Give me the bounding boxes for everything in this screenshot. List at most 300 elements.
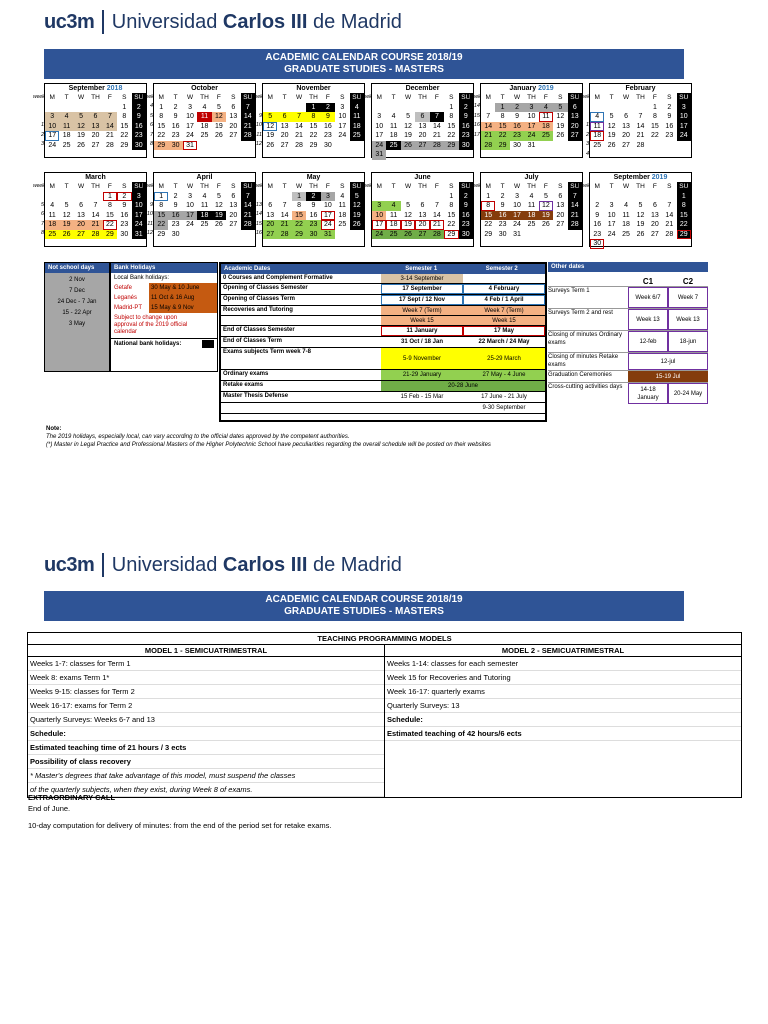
calendar-day: 25 bbox=[338, 221, 347, 229]
calendar-day: 7 bbox=[282, 202, 287, 210]
calendar-day: 10 bbox=[527, 113, 536, 121]
calendar-day: 22 bbox=[484, 221, 493, 229]
calendar-day: 23 bbox=[306, 220, 320, 230]
month-title bbox=[45, 84, 146, 93]
month-name: October bbox=[191, 85, 218, 92]
calendar-day: 31 bbox=[321, 230, 335, 240]
calendar-day: 3 bbox=[377, 113, 382, 121]
calendar-day: 20 bbox=[568, 122, 582, 132]
calendar-day: 27 bbox=[622, 141, 630, 149]
calendar-day: 12 bbox=[62, 211, 71, 219]
calendar-day: 14 bbox=[568, 201, 582, 211]
calendar-day: 10 bbox=[607, 211, 616, 219]
calendar-day: 19 bbox=[266, 132, 275, 140]
weekday-header: S bbox=[231, 94, 236, 102]
week-label: week bbox=[142, 183, 154, 189]
calendar-day: 17 bbox=[338, 122, 347, 130]
calendar-day: 18 bbox=[197, 211, 211, 221]
calendar-day: 1 bbox=[449, 103, 454, 111]
calendar-day: 13 bbox=[229, 113, 238, 121]
calendar-day bbox=[604, 239, 618, 249]
academic-row bbox=[221, 284, 545, 295]
calendar-day: 15 bbox=[157, 122, 166, 130]
calendar-day: 9 bbox=[173, 202, 178, 210]
calendar-day: 12 bbox=[350, 201, 364, 211]
calendar-day: 28 bbox=[665, 230, 674, 238]
calendar-day: 23 bbox=[132, 131, 146, 141]
month-title bbox=[154, 84, 255, 93]
calendar-day: 4 bbox=[539, 103, 553, 113]
calendar-day: 22 bbox=[447, 132, 456, 140]
academic-label: Opening of Classes Term bbox=[223, 296, 295, 302]
weekday-header: TH bbox=[200, 94, 209, 102]
calendar-day: 24 bbox=[48, 141, 57, 149]
calendar-day: 19 bbox=[636, 221, 645, 229]
calendar-day bbox=[263, 103, 277, 113]
calendar-day: 29 bbox=[495, 141, 509, 151]
academic-row bbox=[221, 403, 545, 414]
calendar-day: 30 bbox=[513, 141, 521, 149]
calendar-day: 27 bbox=[415, 230, 429, 240]
local-holidays-label: Local Bank holidays: bbox=[114, 275, 170, 281]
semester2-value: Week 15 bbox=[463, 316, 545, 325]
calendar-day: 9 bbox=[122, 202, 127, 210]
calendar-day bbox=[604, 192, 618, 202]
calendar-day bbox=[386, 192, 400, 202]
calendar-day: 2 bbox=[117, 192, 131, 202]
calendar-day: 2 bbox=[459, 103, 473, 113]
calendar-day: 14 bbox=[91, 211, 100, 219]
calendar-day bbox=[401, 103, 415, 113]
calendar-day: 5 bbox=[216, 192, 221, 200]
calendar-day: 5 bbox=[609, 113, 614, 121]
semester1-value: 20-28 June bbox=[381, 381, 545, 391]
calendar-day: 28 bbox=[241, 220, 255, 230]
calendar-day: 18 bbox=[590, 131, 604, 141]
week-numbers bbox=[361, 191, 371, 248]
weekday-header: S bbox=[340, 94, 345, 102]
calendar-day: 25 bbox=[62, 141, 71, 149]
calendar-day: 10 bbox=[375, 122, 384, 130]
weekday-header: F bbox=[434, 183, 439, 191]
other-row bbox=[548, 370, 708, 382]
other-row bbox=[548, 382, 708, 404]
semester2-value: 22 March / 24 May bbox=[478, 339, 530, 345]
other-row bbox=[548, 286, 708, 308]
calendar-day bbox=[662, 141, 676, 151]
calendar-day: 2 bbox=[459, 192, 473, 202]
weekday-header: T bbox=[64, 94, 69, 102]
semester1-value: Week 7 (Term) bbox=[381, 306, 463, 315]
calendar-day: 17 bbox=[186, 122, 194, 130]
academic-label: Exams subjects Term week 7-8 bbox=[223, 349, 311, 355]
calendar-day: 8 bbox=[449, 113, 454, 121]
calendar-day: 7 bbox=[434, 202, 439, 210]
calendar-day: 4 bbox=[202, 192, 207, 200]
academic-row bbox=[221, 295, 545, 306]
calendar-day: 4 bbox=[386, 201, 400, 211]
logo-name: Universidad Carlos III de Madrid bbox=[111, 10, 402, 33]
calendar-day: 4 bbox=[50, 202, 55, 210]
weekday-header: TH bbox=[91, 94, 100, 102]
month-calendar-3 bbox=[360, 83, 474, 159]
calendar-day: 13 bbox=[651, 211, 659, 219]
model-line: Week 16-17: quarterly exams bbox=[385, 685, 741, 699]
month-calendar-9 bbox=[360, 172, 474, 247]
model1-title: MODEL 1 - SEMICUATRIMESTRAL bbox=[28, 645, 384, 657]
calendar-day: 6 bbox=[652, 202, 657, 210]
calendar-day: 1 bbox=[677, 192, 691, 202]
semester1-value bbox=[381, 403, 463, 413]
calendar-day: 26 bbox=[556, 132, 565, 140]
calendar-day bbox=[430, 192, 444, 202]
calendar-day: 10 bbox=[186, 202, 194, 210]
calendar-day: 14 bbox=[295, 122, 303, 130]
calendar-day: 24 bbox=[524, 131, 538, 141]
extra-line: 10-day computation for delivery of minutes: from the end of the period set for retake exams. bbox=[28, 821, 332, 830]
calendar-day: 5 bbox=[263, 112, 277, 122]
calendar-day: 6 bbox=[231, 192, 236, 200]
calendar-day: 19 bbox=[607, 132, 616, 140]
calendar-day bbox=[59, 192, 73, 202]
calendar-day bbox=[45, 192, 59, 202]
calendar-day bbox=[401, 192, 415, 202]
university-logo-2 bbox=[44, 551, 402, 579]
weekday-header: T bbox=[609, 94, 614, 102]
semester1-value: 11 January bbox=[381, 326, 463, 336]
calendar-day: 15 bbox=[309, 122, 318, 130]
calendar-day: 26 bbox=[215, 132, 223, 140]
month-name: November bbox=[296, 85, 331, 92]
week-numbers: 9 10 11 12 bbox=[146, 201, 153, 236]
calendar-day: 17 bbox=[375, 132, 384, 140]
calendar-day: 23 bbox=[459, 131, 473, 141]
weekday-header: F bbox=[543, 94, 548, 102]
week-numbers: 14 15 16 17 bbox=[473, 103, 480, 138]
calendar-day: 7 bbox=[93, 202, 98, 210]
calendar-day: 5 bbox=[638, 202, 643, 210]
calendar-day bbox=[277, 192, 291, 202]
calendar-day: 28 bbox=[430, 230, 444, 240]
calendar-day: 8 bbox=[159, 113, 164, 121]
other-label: Cross-cutting activities days bbox=[548, 384, 623, 390]
weekday-header: S bbox=[449, 94, 454, 102]
month-calendar-10 bbox=[469, 172, 583, 247]
calendar-day: 20 bbox=[651, 221, 659, 229]
weekday-header: M bbox=[485, 94, 491, 102]
calendar-day: 8 bbox=[297, 202, 301, 210]
calendar-day: 28 bbox=[88, 230, 102, 240]
calendar-day: 18 bbox=[386, 220, 400, 230]
calendar-day: 4 bbox=[59, 112, 73, 122]
calendar-day: 18 bbox=[338, 211, 347, 219]
weekday-header: TH bbox=[309, 183, 318, 191]
calendar-day: 20 bbox=[263, 220, 277, 230]
calendar-day bbox=[88, 103, 102, 113]
calendar-day bbox=[677, 141, 691, 151]
teaching-models-table bbox=[27, 632, 742, 798]
weekday-header: W bbox=[622, 183, 630, 191]
academic-label: Master Thesis Defense bbox=[223, 393, 289, 399]
model-line: Week 16-17: exams for Term 2 bbox=[28, 699, 384, 713]
calendar-day: 11 bbox=[389, 122, 398, 130]
week-numbers: 13 14 15 16 bbox=[255, 201, 262, 236]
weekday-header: SU bbox=[459, 182, 473, 192]
calendar-day: 15 bbox=[120, 122, 129, 130]
calendar-day: 9 bbox=[321, 112, 335, 122]
c1-header: C1 bbox=[642, 277, 654, 286]
calendar-day: 28 bbox=[241, 131, 255, 141]
calendar-day bbox=[481, 103, 495, 113]
calendar-day bbox=[197, 230, 211, 240]
weekday-header: T bbox=[173, 183, 178, 191]
calendar-day: 14 bbox=[636, 122, 645, 130]
academic-label: End of Classes Term bbox=[223, 338, 282, 344]
calendar-day: 4 bbox=[350, 103, 364, 113]
other-row bbox=[548, 330, 708, 352]
calendar-day: 31 bbox=[372, 150, 386, 160]
weekday-header: M bbox=[267, 183, 273, 191]
week-label: week bbox=[33, 183, 45, 189]
calendar-day: 16 bbox=[593, 221, 602, 229]
semester1-header: Semester 1 bbox=[405, 266, 438, 272]
calendar-day: 4 bbox=[529, 192, 534, 200]
calendar-day bbox=[277, 103, 291, 113]
calendar-day bbox=[372, 103, 386, 113]
academic-label: End of Classes Semester bbox=[223, 327, 295, 333]
calendar-day: 25 bbox=[527, 221, 536, 229]
month-calendar-7 bbox=[142, 172, 256, 247]
model-line: Quarterly Surveys: Weeks 6-7 and 13 bbox=[28, 713, 384, 727]
calendar-day: 16 bbox=[309, 211, 318, 219]
weekday-header: M bbox=[267, 94, 273, 102]
holiday-place: Madrid-PT bbox=[114, 305, 143, 311]
calendar-day: 16 bbox=[120, 211, 129, 219]
other-label: Surveys Term 2 and rest bbox=[548, 310, 613, 316]
c1-value: Week 6/7 bbox=[628, 287, 668, 308]
calendar-day: 9 bbox=[132, 112, 146, 122]
calendar-day: 20 bbox=[556, 211, 565, 219]
calendar-day: 23 bbox=[120, 221, 129, 229]
calendar-day: 7 bbox=[638, 113, 643, 121]
calendar-day: 8 bbox=[306, 112, 320, 122]
semester1-value: 17 Sept / 12 Nov bbox=[381, 295, 463, 305]
calendar-day: 10 bbox=[513, 202, 521, 210]
semester2-value: 17 June - 21 July bbox=[481, 394, 527, 400]
calendar-day: 30 bbox=[498, 230, 507, 238]
calendar-day: 2 bbox=[667, 103, 672, 111]
calendar-day: 24 bbox=[321, 220, 335, 230]
weekday-header: W bbox=[513, 183, 521, 191]
calendar-day: 18 bbox=[622, 221, 630, 229]
semester1-value: 15 Feb - 15 Mar bbox=[400, 394, 444, 400]
weekday-header: TH bbox=[200, 183, 209, 191]
academic-row bbox=[221, 316, 545, 326]
calendar-day: 27 bbox=[415, 141, 429, 151]
calendar-day bbox=[553, 230, 567, 240]
university-logo bbox=[44, 8, 402, 36]
weekday-header: W bbox=[186, 94, 194, 102]
month-year: 2018 bbox=[106, 85, 123, 92]
model2-title: MODEL 2 - SEMICUATRIMESTRAL bbox=[385, 645, 741, 657]
month-year: 2019 bbox=[651, 174, 668, 181]
calendar-day: 24 bbox=[607, 230, 616, 238]
weekday-header: F bbox=[325, 94, 330, 102]
calendar-day: 13 bbox=[418, 122, 427, 130]
calendar-day: 27 bbox=[568, 131, 582, 141]
month-name: June bbox=[414, 174, 431, 181]
month-name: September bbox=[613, 174, 652, 181]
calendar-day: 15 bbox=[651, 122, 659, 130]
weekday-header: M bbox=[485, 183, 491, 191]
academic-label: Recoveries and Tutoring bbox=[223, 307, 293, 313]
calendar-day: 29 bbox=[103, 230, 117, 240]
calendar-day: 1 bbox=[495, 103, 509, 113]
weekday-header: M bbox=[594, 183, 600, 191]
weekday-header: F bbox=[652, 94, 657, 102]
week-label: week bbox=[251, 183, 263, 189]
calendar-day: 15 bbox=[447, 122, 456, 130]
weekday-header: TH bbox=[527, 94, 536, 102]
calendar-day: 16 bbox=[171, 122, 180, 130]
calendar-day: 29 bbox=[157, 230, 166, 238]
calendar-day: 24 bbox=[132, 220, 146, 230]
calendar-day: 21 bbox=[433, 132, 441, 140]
calendar-day: 7 bbox=[568, 192, 582, 202]
calendar-day: 11 bbox=[539, 112, 553, 122]
calendar-day: 14 bbox=[433, 122, 441, 130]
calendar-day: 23 bbox=[593, 230, 602, 238]
weekday-header: TH bbox=[527, 183, 536, 191]
weekday-header: M bbox=[594, 94, 600, 102]
calendar-day: 19 bbox=[350, 211, 364, 221]
calendar-day: 3 bbox=[188, 192, 192, 200]
calendar-day: 11 bbox=[197, 112, 211, 122]
calendar-day: 18 bbox=[200, 122, 209, 130]
week-numbers: 5 6 7 8 bbox=[40, 201, 44, 236]
model-line: Weeks 1-7: classes for Term 1 bbox=[28, 657, 384, 671]
calendar-day: 16 bbox=[132, 122, 146, 132]
calendar-day: 8 bbox=[449, 202, 454, 210]
calendar-day: 24 bbox=[186, 132, 194, 140]
calendar-day: 29 bbox=[292, 230, 306, 240]
calendar-day: 20 bbox=[280, 132, 289, 140]
calendar-day: 5 bbox=[406, 202, 410, 210]
calendar-day: 29 bbox=[444, 230, 458, 240]
calendar-day: 26 bbox=[215, 221, 223, 229]
calendar-day: 1 bbox=[486, 192, 491, 200]
calendar-day: 9 bbox=[667, 113, 672, 121]
calendar-day: 3 bbox=[515, 192, 519, 200]
weekday-header: S bbox=[558, 183, 563, 191]
calendar-day: 26 bbox=[350, 220, 364, 230]
semester1-value: 5-9 November bbox=[381, 348, 463, 369]
calendar-day: 9 bbox=[459, 201, 473, 211]
calendar-day: 16 bbox=[495, 211, 509, 221]
weekday-header: W bbox=[404, 183, 412, 191]
calendar-day bbox=[372, 192, 386, 202]
note-line: The 2019 holidays, especially local, can vary according to the official dates approved by the competent authorities. bbox=[46, 434, 350, 440]
c1-value: Week 13 bbox=[628, 309, 668, 330]
calendar-day: 20 bbox=[74, 220, 88, 230]
calendar-day: 16 bbox=[510, 122, 524, 132]
weekday-header: T bbox=[64, 183, 69, 191]
calendar-day: 10 bbox=[677, 112, 691, 122]
month-calendar-4 bbox=[469, 83, 583, 158]
calendar-day bbox=[662, 239, 676, 249]
calendar-day bbox=[604, 103, 618, 113]
calendar-day bbox=[633, 239, 647, 249]
extra-title: EXTRAORDINARY CALL bbox=[28, 793, 116, 802]
calendar-day: 11 bbox=[350, 112, 364, 122]
calendar-day: 20 bbox=[91, 132, 100, 140]
week-numbers: 4 5 6 7 8 bbox=[149, 103, 153, 147]
academic-row bbox=[221, 348, 545, 370]
calendar-day: 29 bbox=[484, 230, 493, 238]
weekday-header: SU bbox=[677, 93, 691, 103]
calendar-day: 21 bbox=[295, 132, 303, 140]
calendar-day bbox=[88, 192, 102, 202]
calendar-day: 15 bbox=[292, 211, 306, 221]
model-line: Quarterly Surveys: 13 bbox=[385, 699, 741, 713]
semester2-value: Week 7 (Term) bbox=[463, 306, 545, 315]
banner-title: ACADEMIC CALENDAR COURSE 2018/19 bbox=[265, 52, 463, 63]
calendar-day: 2 bbox=[306, 192, 320, 202]
bank-holidays-header: Bank Holidays bbox=[111, 263, 217, 273]
calendar-day bbox=[226, 230, 240, 240]
calendar-day: 18 bbox=[45, 220, 59, 230]
calendar-day: 17 bbox=[510, 211, 524, 221]
calendar-day: 9 bbox=[595, 211, 600, 219]
calendar-day: 18 bbox=[539, 122, 553, 132]
calendar-day: 10 bbox=[338, 113, 347, 121]
weekday-header: TH bbox=[91, 183, 100, 191]
month-title bbox=[263, 173, 364, 182]
semester2-header: Semester 2 bbox=[485, 266, 518, 272]
calendar-day: 5 bbox=[216, 103, 221, 111]
calendar-day: 13 bbox=[77, 211, 85, 219]
calendar-day: 13 bbox=[568, 112, 582, 122]
calendar-day: 6 bbox=[268, 202, 273, 210]
calendar-day: 6 bbox=[420, 202, 425, 210]
semester1-value: 3-14 September bbox=[381, 274, 463, 283]
calendar-day: 13 bbox=[622, 122, 630, 130]
calendar-day: 31 bbox=[513, 230, 521, 238]
weekday-header: T bbox=[500, 183, 505, 191]
calendar-day: 23 bbox=[171, 132, 180, 140]
academic-dates-table bbox=[219, 262, 547, 422]
calendar-day: 11 bbox=[527, 202, 536, 210]
month-title bbox=[481, 173, 582, 182]
week-numbers bbox=[579, 191, 589, 239]
calendar-day: 19 bbox=[59, 220, 73, 230]
calendar-day bbox=[459, 150, 473, 160]
calendar-day: 15 bbox=[677, 211, 691, 221]
calendar-day: 9 bbox=[311, 202, 316, 210]
not-school-item: 24 Dec - 7 Jan bbox=[57, 299, 97, 305]
calendar-day: 9 bbox=[500, 202, 505, 210]
month-name: January bbox=[509, 85, 539, 92]
other-label: Closing of minutes Retake exams bbox=[548, 354, 619, 368]
calendar-day: 19 bbox=[215, 122, 223, 130]
month-name: March bbox=[85, 174, 106, 181]
calendar-day: 28 bbox=[636, 141, 645, 149]
calendar-day: 24 bbox=[338, 132, 347, 140]
calendar-day bbox=[539, 141, 553, 151]
calendar-day bbox=[415, 192, 429, 202]
calendar-day: 24 bbox=[372, 230, 386, 240]
calendar-day: 1 bbox=[122, 103, 127, 111]
